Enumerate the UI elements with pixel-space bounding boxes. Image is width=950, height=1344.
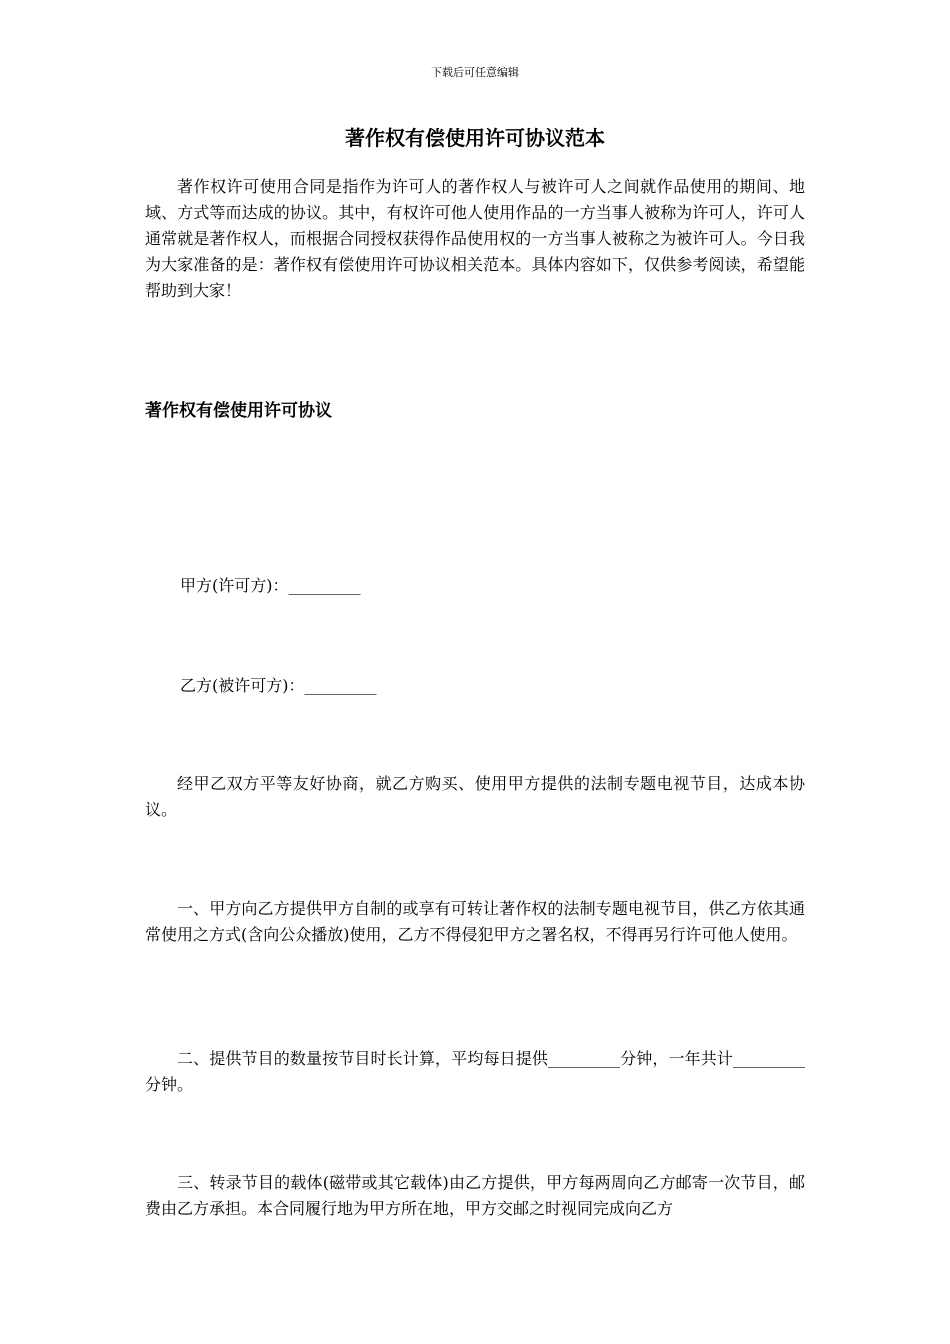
clause-1-paragraph: 一、甲方向乙方提供甲方自制的或享有可转让著作权的法制专题电视节目，供乙方依其通常使用之方式(含向公众播放)使用，乙方不得侵犯甲方之署名权，不得再另行许可他人使用。 [145, 899, 805, 944]
intro-paragraph: 著作权许可使用合同是指作为许可人的著作权人与被许可人之间就作品使用的期间、地域、方式等而达成的协议。其中，有权许可他人使用作品的一方当事人被称为许可人，许可人通常就是著作权人，而根据合同授权获得作品使用权的一方当事人被称之为被许可人。今日我为大家准备的是：著作权有偿使用许可协议相关范本。具体内容如下，仅供参考阅读，希望能帮助到大家！ [145, 177, 805, 300]
clause-2-paragraph: 二、提供节目的数量按节目时长计算，平均每日提供_________分钟，一年共计_________分钟。 [145, 1049, 805, 1094]
clause-3-paragraph: 三、转录节目的载体(磁带或其它载体)由乙方提供，甲方每两周向乙方邮寄一次节目，邮费由乙方承担。本合同履行地为甲方所在地，甲方交邮之时视同完成向乙方 [145, 1173, 805, 1218]
preamble-paragraph: 经甲乙双方平等友好协商，就乙方购买、使用甲方提供的法制专题电视节目，达成本协议。 [145, 774, 805, 819]
party-b-field: 乙方(被许可方)：_________ [180, 676, 377, 695]
document-title: 著作权有偿使用许可协议范本 [345, 126, 605, 150]
header-note: 下载后可任意编辑 [431, 66, 519, 79]
section-title: 著作权有偿使用许可协议 [145, 401, 332, 421]
party-a-field: 甲方(许可方)：_________ [180, 576, 361, 595]
